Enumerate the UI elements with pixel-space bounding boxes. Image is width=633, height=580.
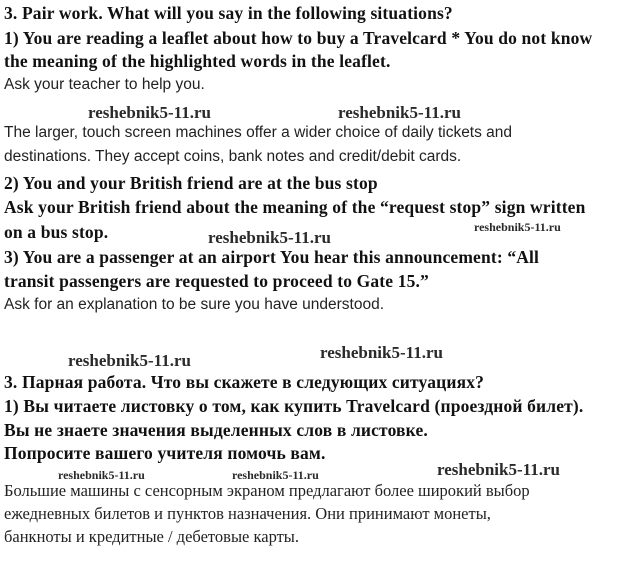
russian-situation1-line2: Вы не знаете значения выделенных слов в листовке. [4, 420, 428, 440]
russian-text-line1: Большие машины с сенсорным экраном предлагают более широкий выбор [4, 481, 530, 500]
situation1-prompt: Ask your teacher to help you. [4, 76, 205, 93]
leaflet-text-line2: destinations. They accept coins, bank notes and credit/debit cards. [4, 148, 462, 165]
situation3-line1: 3) You are a passenger at an airport You hear this announcement: “All [4, 247, 540, 267]
situation1-line2: the meaning of the highlighted words in the leaflet. [4, 51, 391, 71]
situation1-line1: 1) You are reading a leaflet about how to buy a Travelcard * You do not know [4, 28, 593, 48]
watermark-3: reshebnik5-11.ru [474, 220, 561, 234]
watermark-4: reshebnik5-11.ru [208, 228, 331, 247]
situation2-line3: on a bus stop. [4, 222, 109, 242]
watermark-9: reshebnik5-11.ru [232, 468, 319, 482]
russian-heading: 3. Парная работа. Что вы скажете в следующих ситуациях? [4, 372, 484, 392]
russian-text-line3: банкноты и кредитные / дебетовые карты. [4, 527, 300, 546]
situation2-line1: 2) You and your British friend are at the bus stop [4, 173, 378, 193]
situation3-line2: transit passengers are requested to proceed to Gate 15.” [4, 271, 429, 291]
russian-situation1-line3: Попросите вашего учителя помочь вам. [4, 443, 326, 463]
watermark-8: reshebnik5-11.ru [58, 468, 145, 482]
situation2-line2: Ask your British friend about the meaning of the “request stop” sign written [4, 197, 586, 217]
leaflet-text-line1: The larger, touch screen machines offer a wider choice of daily tickets and [4, 124, 513, 141]
watermark-7: reshebnik5-11.ru [437, 460, 560, 479]
watermark-6: reshebnik5-11.ru [68, 351, 191, 370]
russian-text-line2: ежедневных билетов и пунктов назначения. Они принимают монеты, [4, 504, 491, 523]
situation3-prompt: Ask for an explanation to be sure you have understood. [4, 296, 384, 313]
watermark-5: reshebnik5-11.ru [320, 343, 443, 362]
english-heading: 3. Pair work. What will you say in the following situations? [4, 3, 453, 23]
watermark-1: reshebnik5-11.ru [88, 103, 211, 122]
russian-situation1-line1: 1) Вы читаете листовку о том, как купить Travelcard (проездной билет). [4, 396, 584, 416]
watermark-2: reshebnik5-11.ru [338, 103, 461, 122]
